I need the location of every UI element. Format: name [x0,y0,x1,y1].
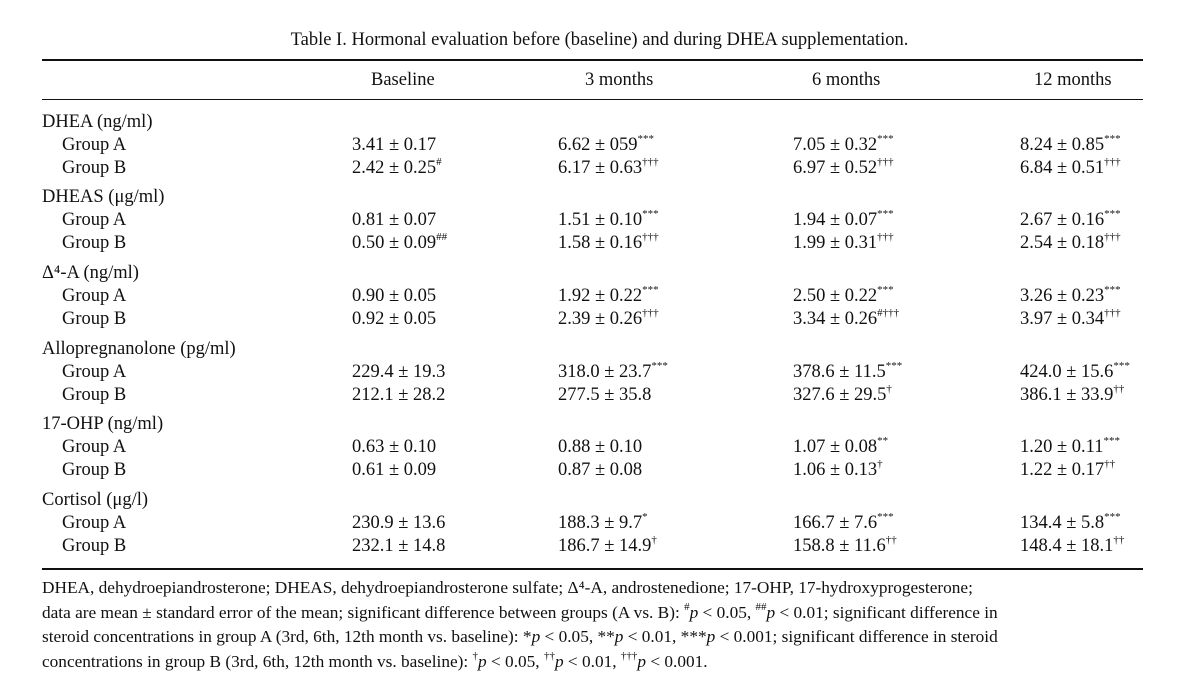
table-cell [352,230,448,254]
cell-value: 1.06 ± 0.13 [793,460,878,480]
table-cell [1020,207,1121,231]
section-label: Allopregnanolone (pg/ml) [42,339,236,359]
table-cell [793,283,894,307]
table-cell [793,207,894,231]
section-label: Cortisol (μg/l) [42,490,149,510]
significance-marker: *** [1103,434,1120,447]
cell-value: 0.87 ± 0.08 [558,460,643,480]
table-cell [352,210,436,231]
footnote-italic-p: p [614,627,624,646]
table-cell [1020,283,1121,307]
footnote-superscript: †† [543,649,555,662]
section-label: DHEA (ng/ml) [42,112,153,132]
cell-value: 134.4 ± 5.8 [1020,513,1105,533]
footnote-line-1: DHEA, dehydroepiandrosterone; DHEAS, dehydroepiandrosterone sulfate; Δ⁴-A, androstenedione; 17-OHP, 17-hydroxyprogesterone; [42,578,973,597]
group-label: Group B [62,158,127,178]
significance-marker: ** [877,434,889,447]
cell-value: 2.39 ± 0.26 [558,309,643,329]
column-header-3-months: 3 months [585,70,654,90]
table-cell [793,359,903,383]
table-cell [558,460,642,481]
table-cell [558,306,659,330]
significance-marker: *** [642,207,659,220]
cell-value: 0.50 ± 0.09 [352,233,437,253]
table-cell [352,385,445,406]
footnote-italic-p: p [766,602,776,622]
cell-value: 0.81 ± 0.07 [352,210,437,230]
section-label: DHEAS (μg/ml) [42,187,165,207]
table-cell [558,207,659,231]
cell-value: 188.3 ± 9.7 [558,513,643,533]
significance-marker: †† [885,533,897,546]
cell-value: 0.61 ± 0.09 [352,460,437,480]
significance-marker: ## [436,230,448,243]
footnote-superscript: ## [755,600,767,613]
table-cell [352,362,445,383]
significance-marker: †† [1104,457,1116,470]
group-label: Group A [62,286,127,306]
table-cell [558,230,659,254]
footnote-text: < 0.001. [646,651,708,671]
cell-value: 0.88 ± 0.10 [558,437,643,457]
table-cell [1020,434,1120,458]
significance-marker: *** [1113,359,1130,372]
cell-value: 8.24 ± 0.85 [1020,135,1105,155]
footnote-text: < 0.01, *** [623,627,707,646]
cell-value: 3.41 ± 0.17 [352,135,437,155]
significance-marker: *** [651,359,668,372]
footnote-line-4 [42,650,1152,675]
group-label: Group B [62,233,127,253]
table-cell [793,230,894,254]
significance-marker: *** [877,283,894,296]
footnote-italic-p: p [689,602,699,622]
footnote-text: < 0.05, [698,602,756,622]
significance-marker: *** [877,510,894,523]
significance-marker: *** [1104,283,1121,296]
significance-marker: *** [642,283,659,296]
section-label: 17-OHP (ng/ml) [42,414,164,434]
footnote-text: < 0.01, [563,651,621,671]
table-cell [1020,510,1121,534]
cell-value: 0.90 ± 0.05 [352,286,437,306]
table-cell [558,437,642,458]
cell-value: 158.8 ± 11.6 [793,536,886,556]
significance-marker: # [436,155,442,168]
cell-value: 229.4 ± 19.3 [352,362,446,382]
table-cell [352,286,436,307]
footnote-italic-p: p [637,651,647,671]
cell-value: 1.94 ± 0.07 [793,210,878,230]
cell-value: 2.54 ± 0.18 [1020,233,1105,253]
significance-marker: † [651,533,657,546]
table-title: Table I. Hormonal evaluation before (baseline) and during DHEA supplementation. [290,30,909,50]
cell-value: 186.7 ± 14.9 [558,536,652,556]
table-cell [352,135,436,156]
footnote-italic-p: p [706,627,716,646]
significance-marker: *** [885,359,903,372]
cell-value: 3.97 ± 0.34 [1020,309,1105,329]
table-cell [1020,132,1121,156]
column-header-6-months: 6 months [812,70,881,90]
cell-value: 6.97 ± 0.52 [793,158,878,178]
table-cell [352,309,436,330]
table-cell [793,155,894,179]
cell-value: 148.4 ± 18.1 [1020,536,1114,556]
cell-value: 1.58 ± 0.16 [558,233,643,253]
cell-value: 1.20 ± 0.11 [1020,437,1104,457]
table-cell [1020,457,1116,481]
significance-marker: ††† [1104,155,1121,168]
cell-value: 1.99 ± 0.31 [793,233,878,253]
table-cell [1020,230,1121,254]
cell-value: 386.1 ± 33.9 [1020,385,1114,405]
table-cell [558,132,655,156]
cell-value: 6.17 ± 0.63 [558,158,643,178]
table-cell [793,434,889,458]
footnote-line-3 [42,625,1152,650]
table-cell [558,359,668,383]
cell-value: 424.0 ± 15.6 [1020,362,1114,382]
cell-value: 277.5 ± 35.8 [558,385,652,405]
bottom-rule [42,568,1143,570]
top-rule [42,59,1143,61]
table-cell [352,513,445,534]
footnote-italic-p: p [554,651,564,671]
cell-value: 2.42 ± 0.25 [352,158,437,178]
group-label: Group B [62,460,127,480]
table-cell [793,533,897,557]
cell-value: 1.07 ± 0.08 [793,437,878,457]
table-cell [793,457,883,481]
significance-marker: ††† [642,155,659,168]
table-cell [352,437,436,458]
table-cell [793,132,894,156]
significance-marker: * [642,510,648,523]
group-label: Group A [62,513,127,533]
cell-value: 3.34 ± 0.26 [793,309,878,329]
cell-value: 6.84 ± 0.51 [1020,158,1105,178]
significance-marker: *** [637,132,655,145]
cell-value: 327.6 ± 29.5 [793,385,887,405]
significance-marker: †† [1113,382,1125,395]
table-cell [558,510,648,534]
cell-value: 378.6 ± 11.5 [793,362,886,382]
table-cell [1020,155,1121,179]
group-label: Group A [62,135,127,155]
cell-value: 6.62 ± 059 [558,135,638,155]
table-cell [793,306,900,330]
significance-marker: ††† [877,230,894,243]
cell-value: 0.63 ± 0.10 [352,437,437,457]
significance-marker: ††† [877,155,894,168]
significance-marker: #††† [877,306,900,319]
footnote-text: < 0.001; significant difference in steroid [715,627,998,646]
footnote-superscript: † [472,649,479,662]
footnote-text: < 0.05, [486,651,544,671]
table-cell [558,385,651,406]
footnote-italic-p: p [478,651,487,671]
significance-marker: † [886,382,892,395]
footnote-text: steroid concentrations in group A (3rd, 6th, 12th month vs. baseline): * [42,627,532,646]
table-cell [1020,306,1121,330]
table-cell [1020,382,1125,406]
significance-marker: *** [1104,207,1121,220]
group-label: Group B [62,309,127,329]
cell-value: 230.9 ± 13.6 [352,513,446,533]
cell-value: 7.05 ± 0.32 [793,135,878,155]
cell-value: 1.92 ± 0.22 [558,286,643,306]
cell-value: 166.7 ± 7.6 [793,513,878,533]
significance-marker: *** [877,207,894,220]
cell-value: 232.1 ± 14.8 [352,536,446,556]
footnote-text: < 0.01; significant difference in [775,602,998,622]
table-cell [1020,359,1130,383]
table-cell [352,460,436,481]
table-cell [793,382,892,406]
footnote-italic-p: p [531,627,541,646]
header-rule [42,99,1143,100]
footnote-line-2 [42,601,1152,626]
significance-marker: *** [1104,132,1121,145]
table-cell [558,155,659,179]
table-cell [352,536,445,557]
cell-value: 212.1 ± 28.2 [352,385,446,405]
cell-value: 1.51 ± 0.10 [558,210,643,230]
cell-value: 318.0 ± 23.7 [558,362,652,382]
column-header-12-months: 12 months [1034,70,1112,90]
significance-marker: ††† [1104,230,1121,243]
cell-value: 3.26 ± 0.23 [1020,286,1105,306]
significance-marker: † [877,457,883,470]
table-cell [352,155,442,179]
cell-value: 2.50 ± 0.22 [793,286,878,306]
footnote-superscript: ††† [620,649,638,662]
cell-value: 2.67 ± 0.16 [1020,210,1105,230]
cell-value: 1.22 ± 0.17 [1020,460,1105,480]
table-cell [793,510,894,534]
footnote-superscript: # [684,600,690,613]
significance-marker: ††† [642,306,659,319]
footnote [42,576,1152,674]
table-cell [558,533,657,557]
section-label: Δ⁴-A (ng/ml) [42,263,139,283]
significance-marker: *** [877,132,894,145]
significance-marker: †† [1113,533,1125,546]
significance-marker: *** [1104,510,1121,523]
significance-marker: ††† [642,230,659,243]
group-label: Group A [62,210,127,230]
group-label: Group A [62,437,127,457]
group-label: Group B [62,385,127,405]
footnote-text: < 0.05, ** [540,627,615,646]
column-header-baseline: Baseline [371,70,435,90]
group-label: Group A [62,362,127,382]
table-cell [558,283,659,307]
significance-marker: ††† [1104,306,1121,319]
footnote-text: data are mean ± standard error of the mean; significant difference between groups (A vs. B): [42,602,685,622]
cell-value: 0.92 ± 0.05 [352,309,437,329]
footnote-text: concentrations in group B (3rd, 6th, 12th month vs. baseline): [42,651,473,671]
group-label: Group B [62,536,127,556]
table-cell [1020,533,1125,557]
